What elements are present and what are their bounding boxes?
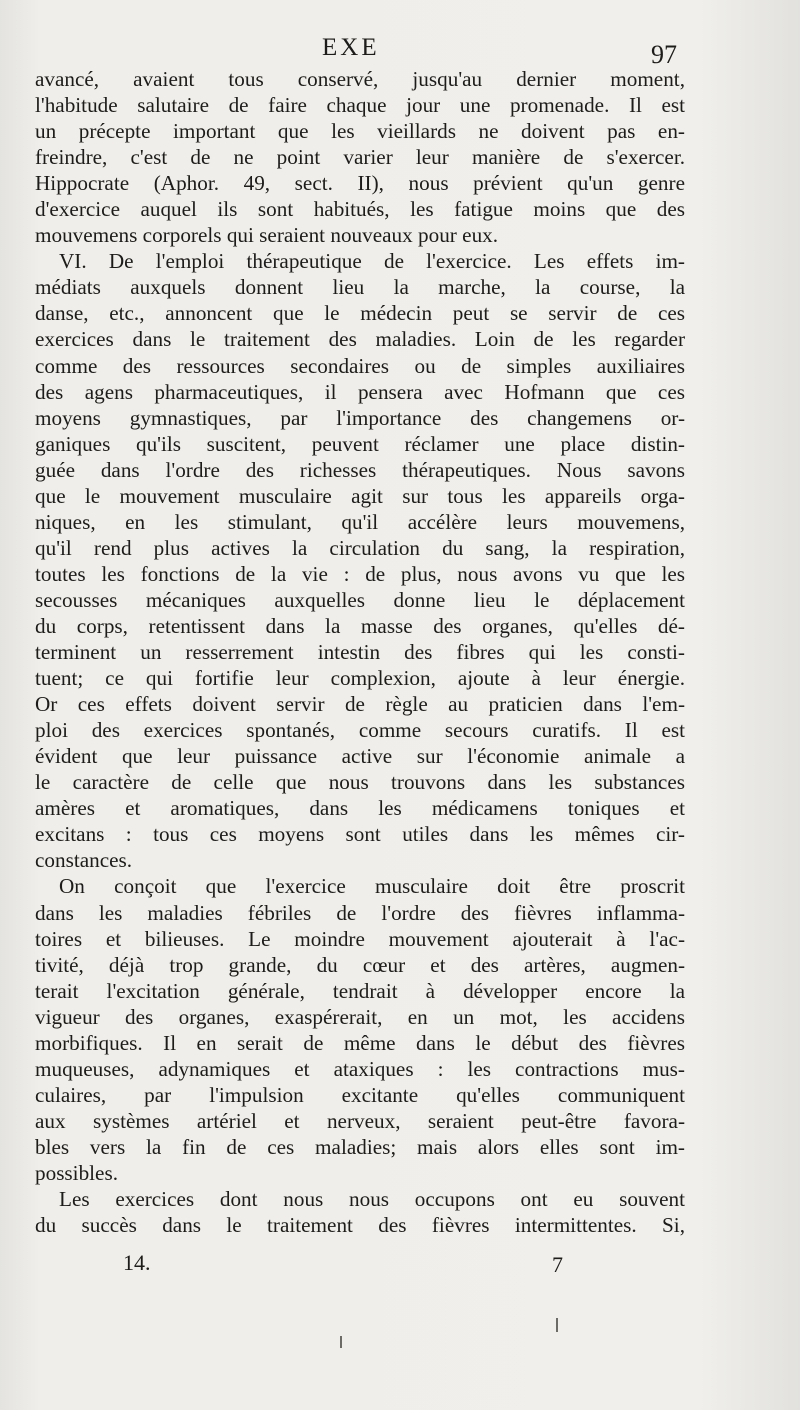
text-line: terait l'excitation générale, tendrait à développer encore la [35,978,685,1003]
text-line: ganiques qu'ils suscitent, peuvent réclamer une place distin- [35,431,685,456]
page-footer [0,1240,800,1280]
text-line: muqueuses, adynamiques et ataxiques : les contractions mus- [35,1056,685,1081]
text-line: secousses mécaniques auxquelles donne lieu le déplacement [35,587,685,612]
text-line: vigueur des organes, exaspérerait, en un mot, les accidens [35,1004,685,1029]
text-line: culaires, par l'impulsion excitante qu'elles communiquent [35,1082,685,1107]
text-line: du succès dans le traitement des fièvres intermittentes. Si, [35,1213,685,1238]
text-line: comme des ressources secondaires ou de simples auxiliaires [35,353,685,378]
text-line: tuent; ce qui fortifie leur complexion, ajoute à leur énergie. [35,666,685,691]
text-line: dans les maladies fébriles de l'ordre des fièvres inflamma- [35,900,685,925]
text-line: constances. [35,848,133,873]
text-line: des agens pharmaceutiques, il pensera avec Hofmann que ces [35,379,685,404]
text-line: Or ces effets doivent servir de règle au praticien dans l'em- [35,692,685,717]
text-line: freindre, c'est de ne point varier leur manière de s'exercer. [35,145,685,170]
text-line: Les exercices dont nous nous occupons ont eu souvent [59,1187,685,1212]
text-line: tivité, déjà trop grande, du cœur et des artères, augmen- [35,952,685,977]
text-line: évident que leur puissance active sur l'économie animale a [35,744,685,769]
text-line: bles vers la fin de ces maladies; mais alors elles sont im- [35,1134,685,1159]
text-line: amères et aromatiques, dans les médicamens toniques et [35,796,685,821]
text-line: d'exercice auquel ils sont habitués, les fatigue moins que des [35,197,685,222]
text-line: morbifiques. Il en serait de même dans le début des fièvres [35,1030,685,1055]
signature-mark: 14. [123,1250,151,1275]
text-line: exercices dans le traitement des maladies. Loin de les regarder [35,327,685,352]
text-line: terminent un resserrement intestin des fibres qui les consti- [35,640,685,665]
text-line: avancé, avaient tous conservé, jusqu'au dernier moment, [35,67,685,91]
text-line: médiats auxquels donnent lieu la marche, la course, la [35,275,685,300]
text-line: toires et bilieuses. Le moindre mouvement ajouterait à l'ac- [35,926,685,951]
text-line: l'habitude salutaire de faire chaque jour une promenade. Il est [35,93,685,118]
text-line: VI. De l'emploi thérapeutique de l'exercice. Les effets im- [59,249,685,274]
text-line: On conçoit que l'exercice musculaire doit être proscrit [59,874,685,899]
text-line: guée dans l'ordre des richesses thérapeutiques. Nous savons [35,457,685,482]
text-line: danse, etc., annoncent que le médecin peut se servir de ces [35,301,685,326]
page-number: 97 [651,40,677,69]
text-line: qu'il rend plus actives la circulation du sang, la respiration, [35,535,685,560]
text-line: le caractère de celle que nous trouvons dans les substances [35,770,685,795]
text-line: moyens gymnastiques, par l'importance des changemens or- [35,405,685,430]
text-line: ploi des exercices spontanés, comme secours curatifs. Il est [35,718,685,743]
body-text [35,66,685,1238]
text-line: que le mouvement musculaire agit sur tous les appareils orga- [35,483,685,508]
text-line: possibles. [35,1160,118,1185]
folio-number: 7 [552,1252,563,1277]
text-line: Hippocrate (Aphor. 49, sect. II), nous prévient qu'un genre [35,171,685,196]
text-line: du corps, retentissent dans la masse des organes, qu'elles dé- [35,613,685,638]
text-line: mouvemens corporels qui seraient nouveaux pour eux. [35,223,499,248]
text-line: niques, en les stimulant, qu'il accélère leurs mouvemens, [35,509,685,534]
binding-mark [556,1318,558,1332]
running-title: EXE [322,34,380,61]
binding-mark [340,1336,342,1348]
text-line: toutes les fonctions de la vie : de plus, nous avons vu que les [35,561,685,586]
text-line: excitans : tous ces moyens sont utiles dans les mêmes cir- [35,822,685,847]
text-line: un précepte important que les vieillards ne doivent pas en- [35,119,685,144]
text-line: aux systèmes artériel et nerveux, seraient peut-être favora- [35,1108,685,1133]
running-head [0,34,800,69]
